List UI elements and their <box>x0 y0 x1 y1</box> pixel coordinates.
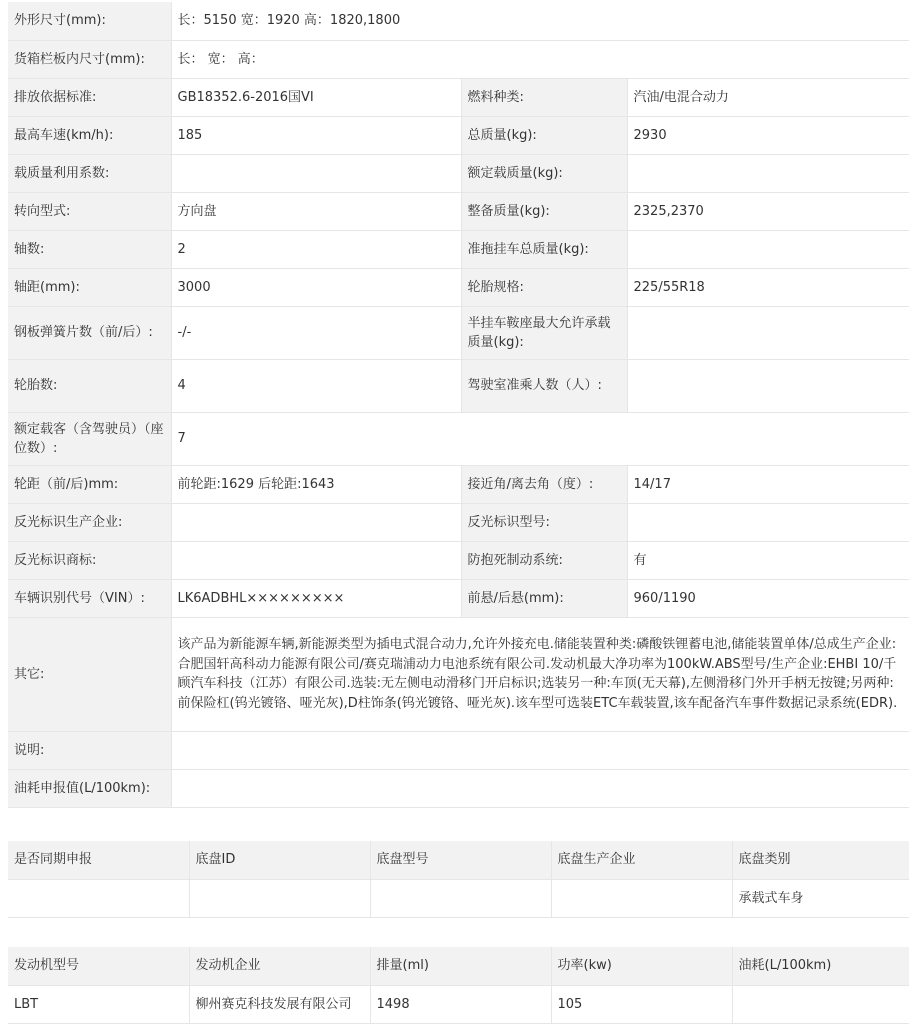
spec-label: 轮距（前/后)mm: <box>8 465 171 503</box>
spec-label: 总质量(kg): <box>461 116 627 154</box>
spec-value <box>627 503 909 541</box>
dimensions-row-value: 长：5150 宽：1920 高：1820,1800 <box>171 2 909 40</box>
chassis-header-id: 底盘ID <box>189 841 370 879</box>
fuel-consumption-row-value <box>171 769 909 807</box>
spec-label: 轴数: <box>8 230 171 268</box>
spec-row <box>8 230 909 268</box>
spec-value: -/- <box>171 306 461 359</box>
chassis-data-row <box>8 879 909 917</box>
chassis-header-sync: 是否同期申报 <box>8 841 189 879</box>
other-row-value: 该产品为新能源车辆,新能源类型为插电式混合动力,允许外接充电.储能装置种类:磷酸铁锂蓄电池,储能装置单体/总成生产企业:合肥国轩高科动力能源有限公司/赛克瑞浦动力电池系统有限公司.发动机最大净功率为100kW.ABS型号/生产企业:EHBI 10/千顾汽车科技（江苏）有限公司.选装:无左侧电动滑移门开启标识;选装另一种:车顶(无天幕),左侧滑移门外开手柄无按键;另两种:前保险杠(钨光镀铬、哑光灰),D柱饰条(钨光镀铬、哑光灰).该车型可选装ETC车载装置,该车配备汽车事件数据记录系统(EDR). <box>171 617 909 731</box>
chassis-header-row <box>8 841 909 879</box>
spec-row <box>8 268 909 306</box>
seats-row <box>8 412 909 465</box>
spec-label: 额定载质量(kg): <box>461 154 627 192</box>
spec-label: 载质量利用系数: <box>8 154 171 192</box>
spec-label: 最高车速(km/h): <box>8 116 171 154</box>
cargo-box-row <box>8 40 909 78</box>
engine-cell-model: LBT <box>8 985 189 1023</box>
spec-value <box>627 230 909 268</box>
vehicle-spec-table <box>8 2 909 808</box>
remark-row-label: 说明: <box>8 731 171 769</box>
other-row-label: 其它: <box>8 617 171 731</box>
spec-label: 驾驶室准乘人数（人）: <box>461 359 627 412</box>
spec-label: 整备质量(kg): <box>461 192 627 230</box>
spec-value: 前轮距:1629 后轮距:1643 <box>171 465 461 503</box>
chassis-table <box>8 841 909 918</box>
spec-row <box>8 579 909 617</box>
spec-value: 2930 <box>627 116 909 154</box>
engine-header-row <box>8 947 909 985</box>
spec-value: 4 <box>171 359 461 412</box>
chassis-cell-model <box>370 879 551 917</box>
spec-label: 反光标识商标: <box>8 541 171 579</box>
cargo-box-row-label: 货箱栏板内尺寸(mm): <box>8 40 171 78</box>
chassis-cell-sync <box>8 879 189 917</box>
spec-value <box>171 154 461 192</box>
engine-cell-displacement: 1498 <box>370 985 551 1023</box>
engine-cell-power: 105 <box>551 985 732 1023</box>
spec-row <box>8 503 909 541</box>
engine-data-row <box>8 985 909 1023</box>
spec-label: 防抱死制动系统: <box>461 541 627 579</box>
seats-row-value: 7 <box>171 412 909 465</box>
spec-value: 2325,2370 <box>627 192 909 230</box>
spec-label: 车辆识别代号（VIN）: <box>8 579 171 617</box>
engine-header-maker: 发动机企业 <box>189 947 370 985</box>
spec-value <box>627 154 909 192</box>
spec-row <box>8 78 909 116</box>
spec-value <box>627 306 909 359</box>
chassis-cell-category: 承载式车身 <box>732 879 909 917</box>
engine-header-power: 功率(kw) <box>551 947 732 985</box>
spec-value: 汽油/电混合动力 <box>627 78 909 116</box>
remark-row-value <box>171 731 909 769</box>
dimensions-row-label: 外形尺寸(mm): <box>8 2 171 40</box>
spec-value: 有 <box>627 541 909 579</box>
chassis-cell-maker <box>551 879 732 917</box>
engine-header-displacement: 排量(ml) <box>370 947 551 985</box>
spec-label: 燃料种类: <box>461 78 627 116</box>
spec-value: 185 <box>171 116 461 154</box>
spec-label: 半挂车鞍座最大允许承载质量(kg): <box>461 306 627 359</box>
seats-row-label: 额定载客（含驾驶员）（座位数）: <box>8 412 171 465</box>
spec-label: 准拖挂车总质量(kg): <box>461 230 627 268</box>
spec-row <box>8 359 909 412</box>
other-row <box>8 617 909 731</box>
chassis-header-model: 底盘型号 <box>370 841 551 879</box>
chassis-header-category: 底盘类别 <box>732 841 909 879</box>
spec-value: 225/55R18 <box>627 268 909 306</box>
cargo-box-row-value: 长： 宽： 高： <box>171 40 909 78</box>
spec-value: 2 <box>171 230 461 268</box>
spec-label: 钢板弹簧片数（前/后）: <box>8 306 171 359</box>
engine-header-model: 发动机型号 <box>8 947 189 985</box>
spec-value: 方向盘 <box>171 192 461 230</box>
spec-value <box>171 541 461 579</box>
spec-value: 3000 <box>171 268 461 306</box>
remark-row <box>8 731 909 769</box>
engine-header-fuel: 油耗(L/100km) <box>732 947 909 985</box>
spec-row <box>8 192 909 230</box>
spec-label: 反光标识型号: <box>461 503 627 541</box>
spec-row <box>8 116 909 154</box>
spec-value: LK6ADBHL××××××××× <box>171 579 461 617</box>
spec-label: 轮胎数: <box>8 359 171 412</box>
spec-label: 前悬/后悬(mm): <box>461 579 627 617</box>
spec-row <box>8 541 909 579</box>
spec-label: 轮胎规格: <box>461 268 627 306</box>
spec-row <box>8 465 909 503</box>
spec-label: 轴距(mm): <box>8 268 171 306</box>
engine-table <box>8 947 909 1024</box>
chassis-cell-id <box>189 879 370 917</box>
chassis-header-maker: 底盘生产企业 <box>551 841 732 879</box>
spec-value: 14/17 <box>627 465 909 503</box>
fuel-consumption-row-label: 油耗申报值(L/100km): <box>8 769 171 807</box>
spec-row <box>8 154 909 192</box>
engine-cell-fuel <box>732 985 909 1023</box>
spec-label: 接近角/离去角（度）: <box>461 465 627 503</box>
spec-label: 排放依据标准: <box>8 78 171 116</box>
engine-cell-maker: 柳州赛克科技发展有限公司 <box>189 985 370 1023</box>
spec-value <box>171 503 461 541</box>
spec-value: GB18352.6-2016国VI <box>171 78 461 116</box>
spec-value <box>627 359 909 412</box>
spec-label: 反光标识生产企业: <box>8 503 171 541</box>
spec-value: 960/1190 <box>627 579 909 617</box>
spec-label: 转向型式: <box>8 192 171 230</box>
spec-row <box>8 306 909 359</box>
fuel-consumption-row <box>8 769 909 807</box>
dimensions-row <box>8 2 909 40</box>
